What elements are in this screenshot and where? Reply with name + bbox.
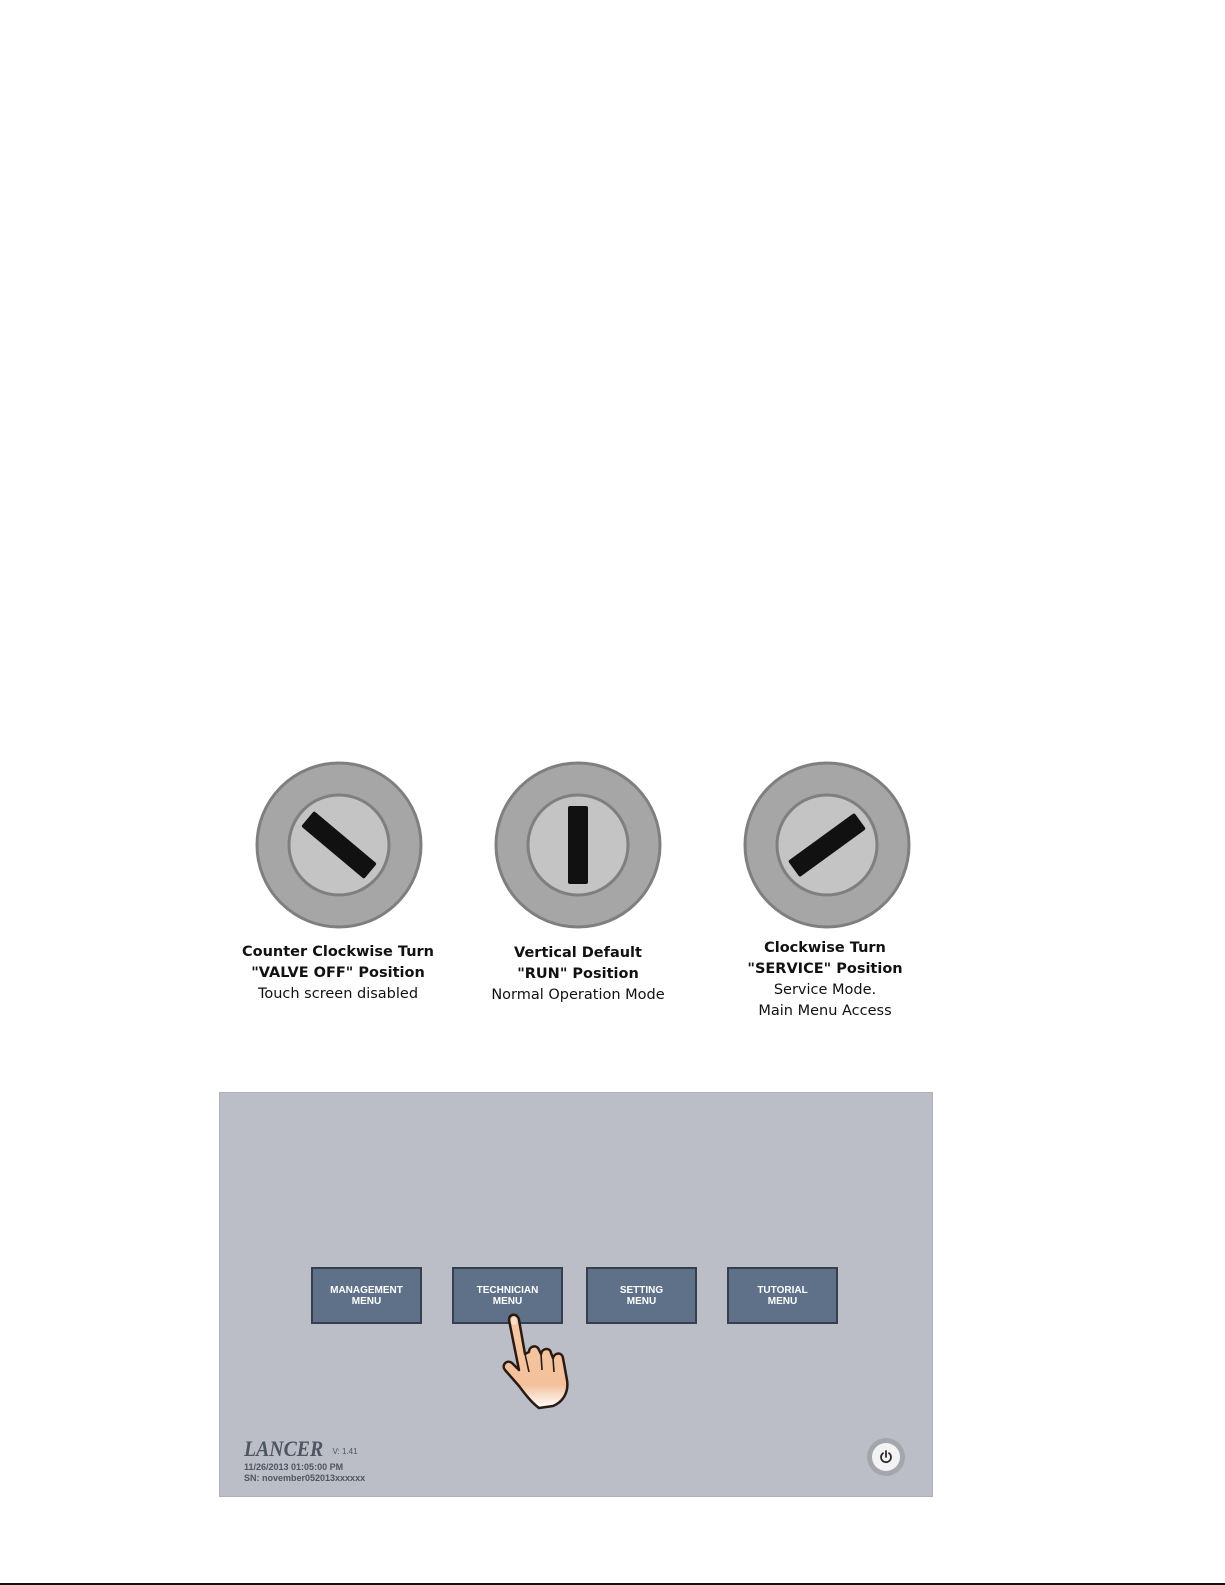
touch-screen-main-menu: [219, 1092, 933, 1497]
button-label-line2: MENU: [351, 1295, 382, 1307]
caption-position: "RUN" Position: [517, 966, 639, 982]
brand-block: [244, 1436, 365, 1484]
button-label-line2: MENU: [626, 1295, 657, 1307]
key-switch-valve-off-icon: [255, 761, 423, 929]
key-switch-run-icon: [494, 761, 662, 929]
power-button[interactable]: [867, 1438, 905, 1476]
key-switch-valve-off: [255, 761, 423, 929]
lancer-logo: LANCER: [244, 1436, 324, 1461]
caption-position: "SERVICE" Position: [747, 961, 903, 977]
caption-desc: Normal Operation Mode: [491, 987, 665, 1003]
button-label-line2: MENU: [767, 1295, 798, 1307]
tutorial-menu-button[interactable]: [727, 1267, 838, 1324]
power-icon: [879, 1450, 893, 1464]
button-label-line1: TUTORIAL: [757, 1284, 808, 1296]
caption-title: Counter Clockwise Turn: [242, 944, 434, 960]
caption-valve-off: [208, 942, 468, 1005]
button-label-line1: SETTING: [619, 1284, 664, 1296]
caption-title: Vertical Default: [514, 945, 642, 961]
power-button-face: [872, 1443, 900, 1471]
pointing-hand-icon: [495, 1310, 585, 1410]
key-switch-service-icon: [743, 761, 911, 929]
button-label-line1: MANAGEMENT: [330, 1284, 403, 1296]
caption-service: [695, 938, 955, 1022]
caption-desc: Service Mode.: [773, 982, 877, 998]
caption-position: "VALVE OFF" Position: [251, 965, 425, 981]
key-switch-service: [743, 761, 911, 929]
management-menu-button[interactable]: [311, 1267, 422, 1324]
caption-title: Clockwise Turn: [764, 940, 886, 956]
setting-menu-button[interactable]: [586, 1267, 697, 1324]
key-switch-run: [494, 761, 662, 929]
caption-run: [448, 943, 708, 1006]
version-label: V: 1.41: [332, 1447, 358, 1456]
datetime-label: 11/26/2013 01:05:00 PM: [244, 1462, 344, 1472]
button-label-line1: TECHNICIAN: [476, 1284, 539, 1296]
caption-desc: Touch screen disabled: [257, 986, 419, 1002]
caption-desc: Main Menu Access: [758, 1003, 892, 1019]
button-label-line2: MENU: [492, 1295, 523, 1307]
serial-number-label: SN: november052013xxxxxx: [244, 1473, 366, 1483]
